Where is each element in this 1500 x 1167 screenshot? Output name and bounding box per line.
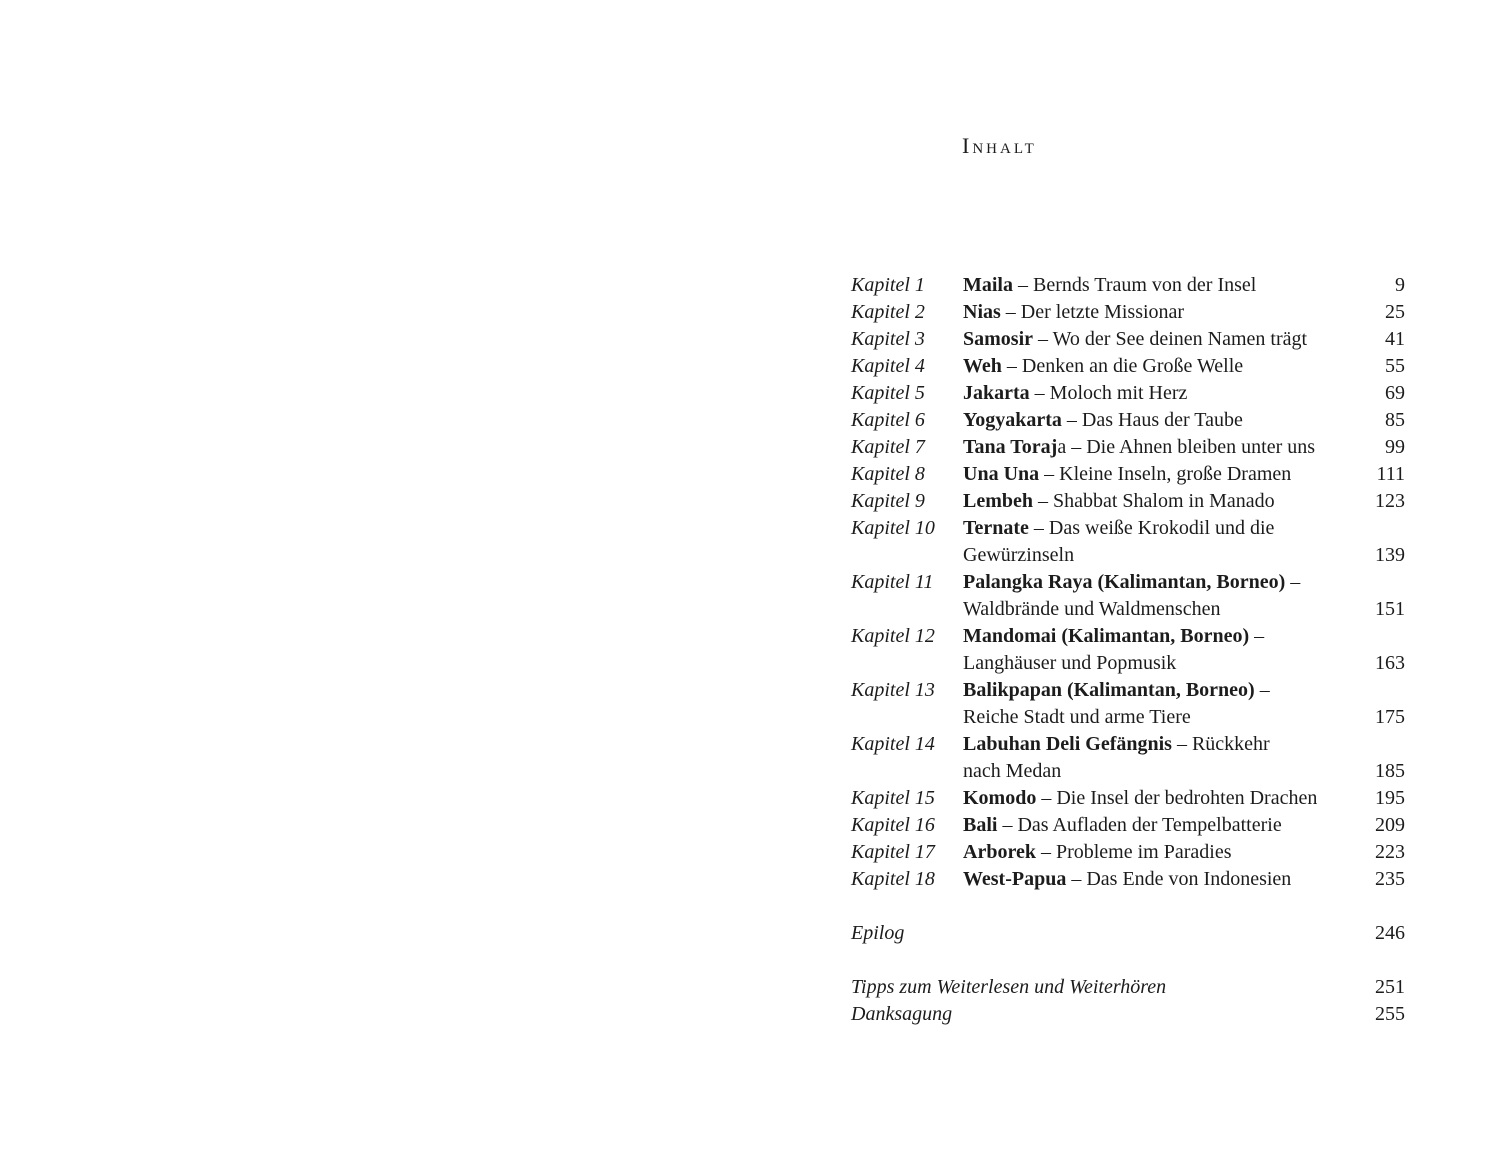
chapter-title-bold: Balikpapan (Kalimantan, Borneo) [963, 679, 1255, 701]
page-number: 175 [1375, 706, 1405, 728]
toc-entry [851, 353, 1405, 380]
toc-entry [851, 866, 1405, 893]
chapter-label: Kapitel 15 [851, 787, 935, 809]
table-of-contents [851, 272, 1405, 1028]
page-number: 123 [1375, 490, 1405, 512]
chapter-label: Kapitel 16 [851, 814, 935, 836]
chapter-title [963, 407, 1355, 434]
chapter-title-rest: – [1285, 571, 1301, 593]
chapter-title-line2: Reiche Stadt und arme Tiere [963, 706, 1191, 728]
chapter-title-rest: – Die Insel der bedrohten Drachen [1036, 787, 1318, 809]
chapter-title-line2: nach Medan [963, 760, 1062, 782]
chapter-title-rest: – Rückkehr [1171, 733, 1270, 755]
chapter-title-bold: Maila [963, 274, 1013, 296]
page-number: 255 [1375, 1003, 1405, 1025]
toc-entry [851, 677, 1405, 731]
chapter-title-bold: Bali [963, 814, 998, 836]
toc-entry [851, 839, 1405, 866]
chapter-title-rest: – Das Aufladen der Tempelbatterie [997, 814, 1282, 836]
chapter-title-bold: Jakarta [963, 382, 1030, 404]
toc-entry [851, 569, 1405, 623]
toc-entry [851, 515, 1405, 569]
chapter-label: Kapitel 11 [851, 571, 934, 593]
toc-entry [851, 812, 1405, 839]
chapter-title-rest: – Shabbat Shalom in Manado [1033, 490, 1275, 512]
chapter-title-bold: Samosir [963, 328, 1033, 350]
chapter-title-rest: – Wo der See deinen Namen trägt [1033, 328, 1308, 350]
chapter-title-bold: West-Papua [963, 868, 1067, 890]
chapter-title-rest: – Moloch mit Herz [1029, 382, 1188, 404]
chapter-title-line2: Waldbrände und Waldmenschen [963, 598, 1221, 620]
page-number: 251 [1375, 976, 1405, 998]
extra-label: Danksagung [851, 1003, 953, 1025]
chapter-title [963, 839, 1355, 866]
chapter-title-rest: – [1249, 625, 1265, 647]
chapter-title [963, 461, 1355, 488]
chapter-title-rest: – Das weiße Krokodil und die [1028, 517, 1275, 539]
chapter-title [963, 785, 1355, 812]
page-number: 99 [1385, 436, 1405, 458]
chapter-title-rest: a – Die Ahnen bleiben unter uns [1057, 436, 1316, 458]
page-number: 55 [1385, 355, 1405, 377]
page-number: 41 [1385, 328, 1405, 350]
chapter-title-bold: Lembeh [963, 490, 1033, 512]
page-number: 163 [1375, 652, 1405, 674]
chapter-label: Kapitel 10 [851, 517, 935, 539]
page-number: 246 [1375, 922, 1405, 944]
chapter-label: Kapitel 8 [851, 463, 925, 485]
toc-entry [851, 272, 1405, 299]
page-number: 111 [1376, 463, 1405, 485]
page-number: 139 [1375, 544, 1405, 566]
chapter-title [963, 812, 1355, 839]
page-number: 235 [1375, 868, 1405, 890]
chapter-label: Kapitel 13 [851, 679, 935, 701]
extra-label: Epilog [851, 922, 905, 944]
chapter-title-bold: Nias [963, 301, 1001, 323]
page-number: 151 [1375, 598, 1405, 620]
chapter-title-rest: – Denken an die Große Welle [1001, 355, 1244, 377]
chapter-title-bold: Komodo [963, 787, 1037, 809]
toc-entry [851, 731, 1405, 785]
chapter-title [963, 569, 1355, 623]
toc-extra-entry [851, 920, 1405, 947]
toc-entry [851, 461, 1405, 488]
chapter-title-rest: – Bernds Traum von der Insel [1013, 274, 1257, 296]
chapter-title-bold: Mandomai (Kalimantan, Borneo) [963, 625, 1250, 647]
toc-entry [851, 380, 1405, 407]
chapter-title-bold: Una Una [963, 463, 1040, 485]
chapter-title-rest: – [1254, 679, 1270, 701]
chapter-title-rest: – Der letzte Missionar [1000, 301, 1185, 323]
chapter-label: Kapitel 1 [851, 274, 925, 296]
chapter-title [963, 677, 1355, 731]
chapter-title-rest: – Kleine Inseln, große Dramen [1039, 463, 1292, 485]
chapter-title [963, 731, 1355, 785]
toc-entry [851, 785, 1405, 812]
chapter-title-bold: Labuhan Deli Gefängnis [963, 733, 1172, 755]
chapter-label: Kapitel 17 [851, 841, 935, 863]
chapter-title-bold: Ternate [963, 517, 1029, 539]
chapter-title-bold: Arborek [963, 841, 1036, 863]
extra-label: Tipps zum Weiterlesen und Weiterhören [851, 976, 1167, 998]
chapter-label: Kapitel 7 [851, 436, 925, 458]
page-number: 209 [1375, 814, 1405, 836]
chapter-label: Kapitel 14 [851, 733, 935, 755]
page-number: 69 [1385, 382, 1405, 404]
backmatter-list [851, 920, 1405, 1028]
page-title: Inhalt [962, 133, 1037, 158]
chapter-title-rest: – Das Haus der Taube [1061, 409, 1243, 431]
chapter-title-bold: Yogyakarta [963, 409, 1062, 431]
toc-extra-entry [851, 1001, 1405, 1028]
chapter-title [963, 434, 1355, 461]
chapter-title-line2: Langhäuser und Popmusik [963, 652, 1177, 674]
chapter-label: Kapitel 4 [851, 355, 925, 377]
chapter-title-rest: – Probleme im Paradies [1035, 841, 1232, 863]
chapter-label: Kapitel 5 [851, 382, 925, 404]
chapter-title [963, 488, 1355, 515]
page-number: 223 [1375, 841, 1405, 863]
chapter-title [963, 353, 1355, 380]
chapter-label: Kapitel 6 [851, 409, 925, 431]
chapter-title-bold: Weh [963, 355, 1002, 377]
chapter-title [963, 299, 1355, 326]
chapter-title [963, 515, 1355, 569]
page-number: 25 [1385, 301, 1405, 323]
toc-extra-entry [851, 974, 1405, 1001]
toc-entry [851, 623, 1405, 677]
toc-entry [851, 407, 1405, 434]
chapter-list [851, 272, 1405, 893]
chapter-title-bold: Tana Toraj [963, 436, 1058, 458]
chapter-title-rest: – Das Ende von Indonesien [1066, 868, 1292, 890]
page-number: 195 [1375, 787, 1405, 809]
chapter-label: Kapitel 3 [851, 328, 925, 350]
toc-entry [851, 326, 1405, 353]
chapter-label: Kapitel 2 [851, 301, 925, 323]
page-number: 9 [1395, 274, 1405, 296]
chapter-title-line2: Gewürzinseln [963, 544, 1075, 566]
toc-entry [851, 434, 1405, 461]
chapter-title-bold: Palangka Raya (Kalimantan, Borneo) [963, 571, 1286, 593]
chapter-title [963, 326, 1355, 353]
toc-entry [851, 488, 1405, 515]
page-number: 185 [1375, 760, 1405, 782]
chapter-title [963, 623, 1355, 677]
chapter-title [963, 380, 1355, 407]
page-number: 85 [1385, 409, 1405, 431]
toc-entry [851, 299, 1405, 326]
chapter-label: Kapitel 12 [851, 625, 935, 647]
chapter-title [963, 866, 1355, 893]
chapter-label: Kapitel 9 [851, 490, 925, 512]
chapter-label: Kapitel 18 [851, 868, 935, 890]
chapter-title [963, 272, 1355, 299]
